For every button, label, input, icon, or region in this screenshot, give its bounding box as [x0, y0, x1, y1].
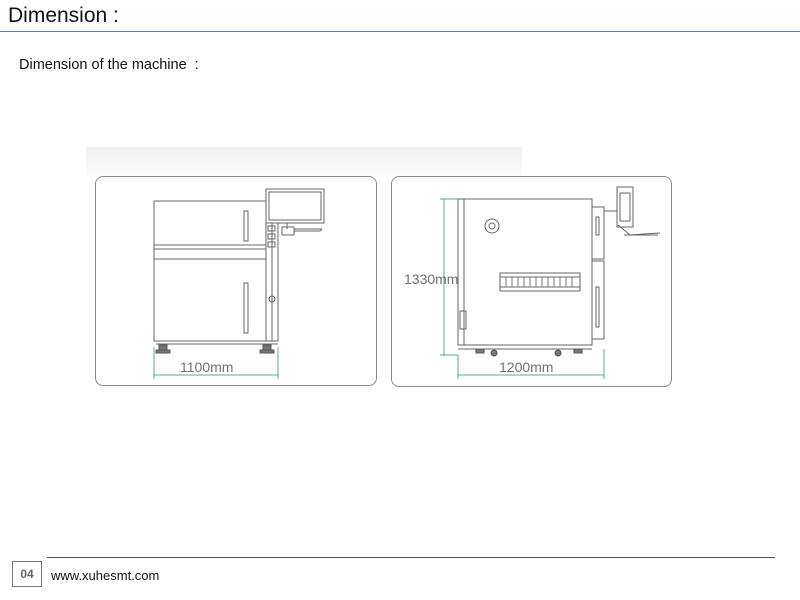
- front-width-label: 1100mm: [180, 359, 234, 375]
- website-link[interactable]: www.xuhesmt.com: [51, 568, 160, 583]
- title-underline: [0, 31, 800, 32]
- front-view-drawing: [96, 177, 376, 385]
- page-title: Dimension :: [8, 4, 119, 27]
- front-view-panel: [95, 176, 377, 386]
- image-shadow-band: [86, 147, 522, 177]
- side-view-panel: [391, 176, 672, 387]
- footer-divider: [47, 557, 775, 558]
- side-depth-label: 1200mm: [499, 359, 554, 375]
- side-height-label: 1330mm: [404, 271, 459, 287]
- section-subtitle: Dimension of the machine :: [19, 57, 199, 73]
- page-number: 04: [12, 561, 42, 587]
